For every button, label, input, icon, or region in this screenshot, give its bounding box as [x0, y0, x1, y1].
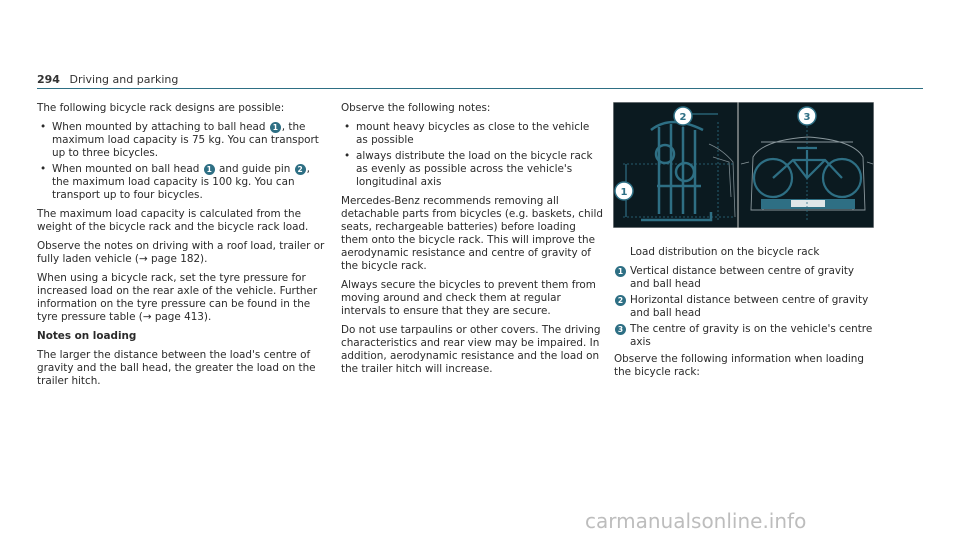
bicycle-rack-figure: [613, 102, 874, 228]
header-divider: [37, 88, 923, 89]
watermark-text: carmanualsonline.info: [585, 509, 807, 533]
paragraph-roof-load: Observe the notes on driving with a roof load, trailer or fully laden vehicle (→ page 182).: [37, 240, 325, 265]
intro-text: Observe the following notes:: [341, 102, 491, 114]
section-heading: Notes on loading: [37, 330, 137, 342]
page-header: [37, 73, 178, 86]
legend-item-3: [614, 323, 876, 349]
callout-3-label: 3: [803, 112, 811, 123]
rack-design-list: [37, 121, 329, 202]
legend-item-2: [614, 294, 876, 320]
legend-text: Vertical distance between centre of gravity and ball head: [630, 265, 855, 290]
callout-1: [615, 182, 633, 200]
list-item: [37, 121, 329, 160]
callout-2: [674, 107, 692, 125]
callout-badge: 1: [270, 122, 281, 133]
callout-badge: 2: [295, 164, 306, 175]
figure-caption: Load distribution on the bicycle rack: [630, 246, 820, 258]
list-text: and guide pin: [219, 163, 291, 175]
page-number: 294: [37, 73, 60, 86]
callout-badge: 1: [204, 164, 215, 175]
list-item: • mount heavy bicycles as close to the vehicle as possible: [341, 121, 603, 147]
legend-item-1: [614, 265, 876, 291]
list-text: When mounted on ball head: [52, 163, 200, 175]
callout-3: [798, 107, 816, 125]
legend-text: Horizontal distance between centre of gravity and ball head: [630, 294, 869, 319]
column-1: [37, 102, 329, 394]
paragraph: Observe the following information when loading the bicycle rack:: [614, 353, 864, 378]
notes-list: [341, 121, 603, 189]
paragraph: Do not use tarpaulins or other covers. The driving characteristics and rear view may be impaired. In addition, aerodynamic resistance and the load on the trailer hitch will increase.: [341, 324, 601, 375]
callout-1-label: 1: [620, 187, 628, 198]
callout-2-label: 2: [679, 112, 687, 123]
callout-badge: 1: [615, 266, 626, 277]
column-2: [341, 102, 603, 382]
list-item: • always distribute the load on the bicycle rack as evenly as possible across the vehicle's longitudinal axis: [341, 150, 603, 189]
callout-badge: 2: [615, 295, 626, 306]
paragraph: Mercedes-Benz recommends removing all detachable parts from bicycles (e.g. baskets, child seats, rechargeable batteries) before loading them onto the bicycle rack. This will improve the aerodynamic resistance and centre of gravity of the bicycle rack.: [341, 195, 603, 272]
callout-badge: 3: [615, 324, 626, 335]
section-title: Driving and parking: [69, 73, 179, 86]
intro-text: The following bicycle rack designs are possible:: [37, 102, 285, 114]
paragraph: The maximum load capacity is calculated from the weight of the bicycle rack and the bicycle rack load.: [37, 208, 309, 233]
license-plate: [791, 200, 825, 207]
list-text: When mounted by attaching to ball head: [52, 121, 266, 133]
list-text: , the maximum load capacity is 100 kg. You can transport up to four bicycles.: [52, 163, 310, 201]
column-3: [614, 246, 876, 385]
legend-text: The centre of gravity is on the vehicle's centre axis: [630, 323, 873, 348]
paragraph: The larger the distance between the load's centre of gravity and the ball head, the greater the load on the trailer hitch.: [37, 349, 316, 387]
paragraph-tyre-pressure: When using a bicycle rack, set the tyre pressure for increased load on the rear axle of the vehicle. Further information on the tyre pressure can be found in the tyre pressure table (→ page 413).: [37, 272, 318, 323]
paragraph: Always secure the bicycles to prevent them from moving around and check them at regular intervals to ensure that they are secure.: [341, 279, 596, 317]
list-item: [37, 163, 329, 202]
list-text: , the maximum load capacity is 75 kg. You can transport up to three bicycles.: [52, 121, 319, 159]
